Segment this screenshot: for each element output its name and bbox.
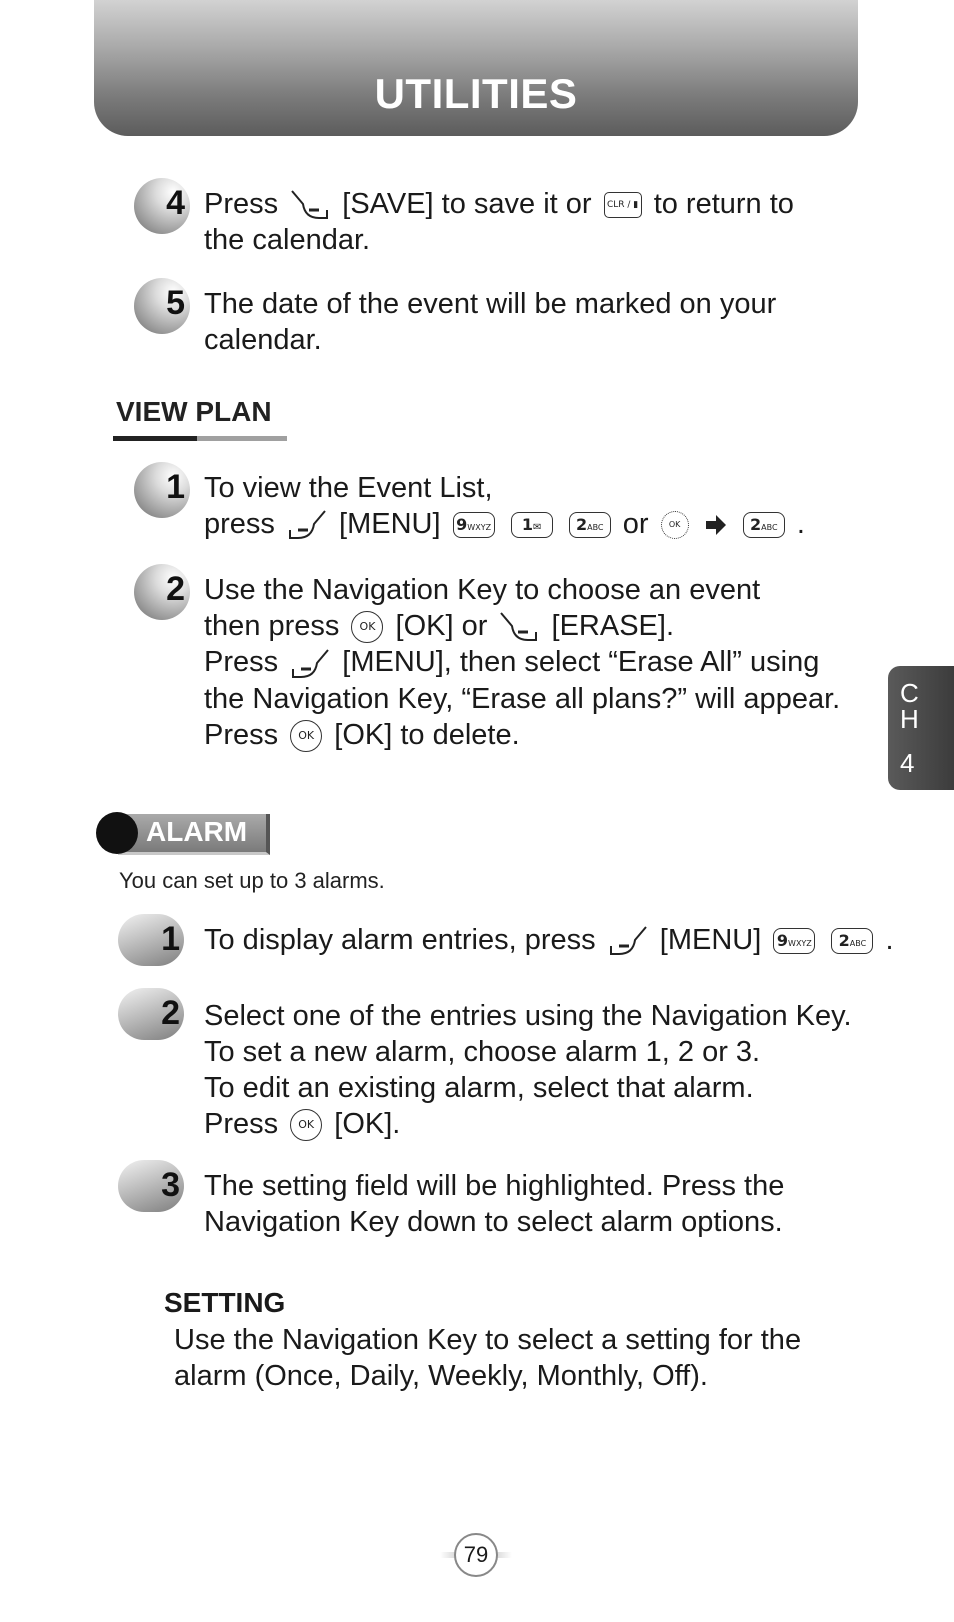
navigation-key-icon: OK xyxy=(661,511,689,539)
right-soft-key-icon xyxy=(498,610,540,644)
text: To display alarm entries, press xyxy=(204,924,596,956)
text: the Navigation Key, “Erase all plans?” will appear. xyxy=(204,682,841,715)
setting-heading: SETTING xyxy=(164,1287,286,1318)
step-number: 5 xyxy=(166,284,185,322)
key-2-icon: 2ABC xyxy=(831,928,873,954)
text: [OK]. xyxy=(334,1108,401,1140)
chapter-number: 4 xyxy=(900,748,915,778)
step-text xyxy=(204,922,894,958)
step-text xyxy=(204,470,805,542)
text: The setting field will be highlighted. Press the xyxy=(204,1170,785,1202)
text: . xyxy=(796,508,805,540)
step-number: 1 xyxy=(161,920,180,958)
section-tag-label: ALARM xyxy=(146,816,248,847)
chapter-letter: C xyxy=(900,678,919,708)
key-1-icon: 1✉ xyxy=(511,512,553,538)
step-badge xyxy=(134,564,190,620)
step-number: 4 xyxy=(166,184,185,222)
text: [SAVE] to save it or xyxy=(342,188,592,220)
ok-key-icon: OK xyxy=(351,611,383,643)
text: Press xyxy=(204,718,279,751)
step-text xyxy=(204,186,794,258)
text: alarm (Once, Daily, Weekly, Monthly, Off). xyxy=(174,1360,708,1392)
text: Use the Navigation Key to select a setting for the xyxy=(174,1324,802,1356)
text: Select one of the entries using the Navigation Key. xyxy=(204,1000,852,1032)
text: then press xyxy=(204,610,340,642)
page-title: UTILITIES xyxy=(374,70,578,117)
section-tag-alarm xyxy=(96,810,268,856)
key-2-icon: 2ABC xyxy=(569,512,611,538)
key-9-icon: 9WXYZ xyxy=(773,928,815,954)
section-underline xyxy=(113,436,287,441)
key-2-icon: 2ABC xyxy=(743,512,785,538)
text: [ERASE]. xyxy=(551,610,675,642)
left-soft-key-icon xyxy=(286,508,328,542)
chapter-header-banner xyxy=(94,0,858,136)
step-number: 2 xyxy=(161,994,180,1032)
key-9-icon: 9WXYZ xyxy=(453,512,495,538)
text: the calendar. xyxy=(204,224,371,257)
page-number-badge xyxy=(440,1530,512,1580)
text: The date of the event will be marked on your xyxy=(204,288,777,320)
text: To view the Event List, xyxy=(204,472,493,504)
ok-key-icon: OK xyxy=(290,720,322,752)
text: to return to xyxy=(653,188,794,220)
text: Navigation Key down to select alarm options. xyxy=(204,1206,783,1238)
ok-key-icon: OK xyxy=(290,1109,322,1141)
text: [OK] or xyxy=(395,610,488,642)
clear-key-icon: CLR / ▮ xyxy=(604,192,642,218)
chapter-tab xyxy=(888,666,954,790)
step-badge xyxy=(118,1160,184,1212)
text: Press xyxy=(204,1108,279,1140)
step-text xyxy=(204,1168,784,1240)
text: press xyxy=(204,508,275,540)
text: Use the Navigation Key to choose an event xyxy=(204,574,761,606)
text: calendar. xyxy=(204,324,322,356)
text: or xyxy=(622,508,649,540)
step-text xyxy=(204,998,852,1142)
left-soft-key-icon xyxy=(289,647,331,681)
step-number: 1 xyxy=(166,468,185,506)
right-soft-key-icon xyxy=(289,188,331,222)
alarm-note: You can set up to 3 alarms. xyxy=(119,868,385,893)
step-number: 3 xyxy=(161,1166,180,1204)
step-number: 2 xyxy=(166,570,185,608)
text: To set a new alarm, choose alarm 1, 2 or 3. xyxy=(204,1036,761,1068)
text: [MENU] xyxy=(339,508,441,540)
text: Press xyxy=(204,188,279,220)
setting-description xyxy=(174,1322,801,1394)
page-number: 79 xyxy=(454,1533,498,1577)
text: To edit an existing alarm, select that alarm. xyxy=(204,1072,754,1104)
step-badge xyxy=(134,462,190,518)
step-text xyxy=(204,286,776,358)
step-badge xyxy=(134,278,190,334)
left-soft-key-icon xyxy=(607,924,649,958)
text: [OK] to delete. xyxy=(334,718,520,751)
step-badge xyxy=(118,988,184,1040)
text: [MENU] xyxy=(659,924,762,956)
text: . xyxy=(885,924,894,956)
step-badge xyxy=(134,178,190,234)
chapter-letter: H xyxy=(900,704,919,734)
bullet-dot-icon xyxy=(96,812,138,854)
text: Press xyxy=(204,646,279,679)
step-badge xyxy=(118,914,184,966)
section-heading-view-plan: VIEW PLAN xyxy=(116,396,272,427)
step-text xyxy=(204,572,840,753)
text: [MENU], then select “Erase All” using xyxy=(342,646,820,679)
arrow-right-icon xyxy=(704,513,728,537)
